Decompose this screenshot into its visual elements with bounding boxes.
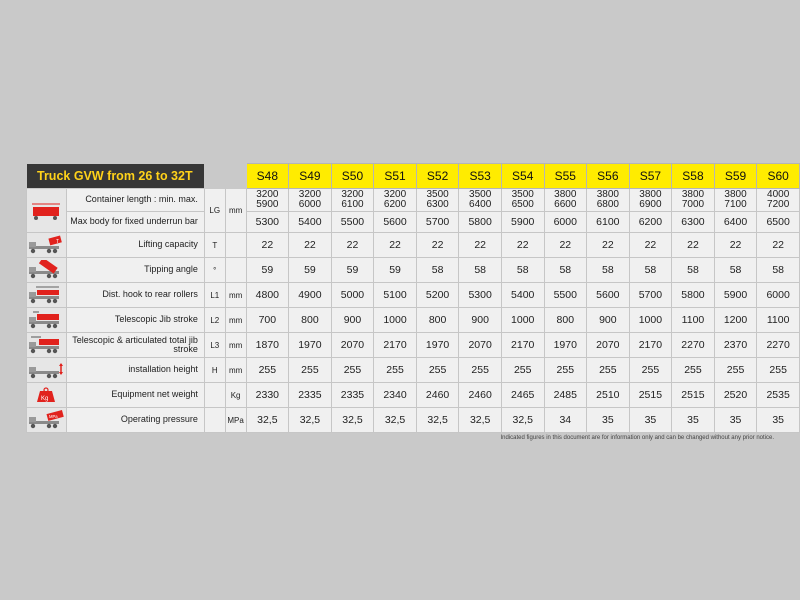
value-cell: 32,5	[459, 408, 502, 433]
spec-label: installation height	[66, 358, 204, 383]
value-cell: 2485	[544, 383, 587, 408]
value-cell: 59	[246, 258, 289, 283]
value-cell: 58	[587, 258, 630, 283]
symbol-cell: L2	[204, 308, 225, 333]
value-cell: 900	[587, 308, 630, 333]
spec-label: Container length : min. max.	[66, 189, 204, 212]
unit-cell: mm	[225, 358, 246, 383]
spec-row-telescopic-articulated	[27, 333, 800, 358]
value-cell: 2510	[587, 383, 630, 408]
symbol-cell: H	[204, 358, 225, 383]
value-cell: 2070	[331, 333, 374, 358]
value-cell: 5900	[714, 283, 757, 308]
spec-row-net-weight	[27, 383, 800, 408]
model-header-s57: S57	[629, 164, 672, 189]
value-cell: 255	[416, 358, 459, 383]
hook-distance-icon	[27, 283, 67, 308]
value-cell: 34	[544, 408, 587, 433]
model-header-s52: S52	[416, 164, 459, 189]
value-cell: 3800 6800	[587, 189, 630, 212]
value-cell: 59	[374, 258, 417, 283]
value-cell: 58	[757, 258, 800, 283]
value-cell: 255	[246, 358, 289, 383]
value-cell: 6300	[672, 212, 715, 233]
value-cell: 6200	[629, 212, 672, 233]
value-cell: 22	[714, 233, 757, 258]
value-cell: 6500	[757, 212, 800, 233]
value-cell: 1970	[416, 333, 459, 358]
value-cell: 58	[629, 258, 672, 283]
value-cell: 5700	[629, 283, 672, 308]
value-cell: 5400	[289, 212, 332, 233]
value-cell: 255	[757, 358, 800, 383]
value-cell: 22	[629, 233, 672, 258]
value-cell: 255	[374, 358, 417, 383]
spec-label: Telescopic & articulated total jib stroke	[66, 333, 204, 358]
value-cell: 22	[331, 233, 374, 258]
model-header-s48: S48	[246, 164, 289, 189]
value-cell: 3800 6600	[544, 189, 587, 212]
value-cell: 5100	[374, 283, 417, 308]
value-cell: 5800	[672, 283, 715, 308]
unit-cell: MPa	[225, 408, 246, 433]
spec-row-telescopic-jib	[27, 308, 800, 333]
pressure-icon	[27, 408, 67, 433]
table-title: Truck GVW from 26 to 32T	[27, 164, 205, 189]
value-cell: 5500	[544, 283, 587, 308]
value-cell: 4800	[246, 283, 289, 308]
value-cell: 2515	[672, 383, 715, 408]
value-cell: 22	[587, 233, 630, 258]
value-cell: 255	[289, 358, 332, 383]
symbol-cell	[204, 383, 225, 408]
value-cell: 1000	[374, 308, 417, 333]
spec-label: Tipping angle	[66, 258, 204, 283]
value-cell: 4900	[289, 283, 332, 308]
symbol-cell	[204, 408, 225, 433]
value-cell: 22	[459, 233, 502, 258]
value-cell: 3500 6300	[416, 189, 459, 212]
spec-table	[26, 163, 800, 433]
value-cell: 1970	[289, 333, 332, 358]
svg-text:MPa: MPa	[49, 414, 59, 419]
spec-row-tipping-angle	[27, 258, 800, 283]
value-cell: 22	[246, 233, 289, 258]
value-cell: 2170	[501, 333, 544, 358]
value-cell: 2070	[459, 333, 502, 358]
svg-text:Kg: Kg	[41, 396, 49, 402]
value-cell: 2270	[672, 333, 715, 358]
spec-row-dist-hook	[27, 283, 800, 308]
symbol-cell: L1	[204, 283, 225, 308]
value-cell: 58	[459, 258, 502, 283]
value-cell: 35	[672, 408, 715, 433]
value-cell: 1970	[544, 333, 587, 358]
model-header-s55: S55	[544, 164, 587, 189]
symbol-cell: °	[204, 258, 225, 283]
model-header-s54: S54	[501, 164, 544, 189]
unit-cell: mm	[225, 189, 246, 233]
value-cell: 800	[416, 308, 459, 333]
unit-cell: mm	[225, 283, 246, 308]
value-cell: 58	[714, 258, 757, 283]
value-cell: 32,5	[331, 408, 374, 433]
weight-icon	[27, 383, 67, 408]
value-cell: 6000	[757, 283, 800, 308]
value-cell: 800	[544, 308, 587, 333]
spec-label: Telescopic Jib stroke	[66, 308, 204, 333]
value-cell: 5400	[501, 283, 544, 308]
value-cell: 255	[587, 358, 630, 383]
unit-cell: mm	[225, 333, 246, 358]
value-cell: 22	[544, 233, 587, 258]
value-cell: 2070	[587, 333, 630, 358]
value-cell: 58	[544, 258, 587, 283]
value-cell: 3200 6100	[331, 189, 374, 212]
value-cell: 22	[672, 233, 715, 258]
value-cell: 1000	[501, 308, 544, 333]
value-cell: 35	[714, 408, 757, 433]
value-cell: 3500 6500	[501, 189, 544, 212]
value-cell: 5500	[331, 212, 374, 233]
value-cell: 2170	[629, 333, 672, 358]
value-cell: 2520	[714, 383, 757, 408]
spec-row-lifting-capacity	[27, 233, 800, 258]
symbol-cell: LG	[204, 189, 225, 233]
value-cell: 35	[629, 408, 672, 433]
value-cell: 35	[587, 408, 630, 433]
value-cell: 2460	[459, 383, 502, 408]
value-cell: 32,5	[246, 408, 289, 433]
spec-label: Max body for fixed underrun bar	[66, 212, 204, 233]
value-cell: 3500 6400	[459, 189, 502, 212]
value-cell: 2335	[289, 383, 332, 408]
value-cell: 6400	[714, 212, 757, 233]
value-cell: 22	[374, 233, 417, 258]
value-cell: 59	[331, 258, 374, 283]
value-cell: 900	[331, 308, 374, 333]
value-cell: 255	[544, 358, 587, 383]
model-header-s56: S56	[587, 164, 630, 189]
value-cell: 32,5	[374, 408, 417, 433]
value-cell: 32,5	[416, 408, 459, 433]
spec-row-installation-height	[27, 358, 800, 383]
value-cell: 3800 7100	[714, 189, 757, 212]
value-cell: 22	[757, 233, 800, 258]
model-header-s59: S59	[714, 164, 757, 189]
value-cell: 3200 6200	[374, 189, 417, 212]
value-cell: 800	[289, 308, 332, 333]
articulated-jib-icon	[27, 333, 67, 358]
value-cell: 5300	[459, 283, 502, 308]
value-cell: 3200 5900	[246, 189, 289, 212]
value-cell: 2465	[501, 383, 544, 408]
spec-label: Lifting capacity	[66, 233, 204, 258]
spec-row-max-body	[27, 212, 800, 233]
model-header-s53: S53	[459, 164, 502, 189]
value-cell: 255	[629, 358, 672, 383]
value-cell: 3800 7000	[672, 189, 715, 212]
value-cell: 5000	[331, 283, 374, 308]
value-cell: 3200 6000	[289, 189, 332, 212]
tipping-angle-icon	[27, 258, 67, 283]
value-cell: 5900	[501, 212, 544, 233]
value-cell: 2370	[714, 333, 757, 358]
value-cell: 5300	[246, 212, 289, 233]
telescopic-jib-icon	[27, 308, 67, 333]
value-cell: 32,5	[289, 408, 332, 433]
value-cell: 2330	[246, 383, 289, 408]
value-cell: 5800	[459, 212, 502, 233]
value-cell: 2170	[374, 333, 417, 358]
value-cell: 2270	[757, 333, 800, 358]
unit-cell: mm	[225, 308, 246, 333]
value-cell: 3800 6900	[629, 189, 672, 212]
unit-cell: Kg	[225, 383, 246, 408]
value-cell: 255	[501, 358, 544, 383]
spec-row-container-length	[27, 189, 800, 212]
value-cell: 2340	[374, 383, 417, 408]
value-cell: 2335	[331, 383, 374, 408]
installation-height-icon	[27, 358, 67, 383]
lifting-capacity-icon	[27, 233, 67, 258]
value-cell: 1200	[714, 308, 757, 333]
value-cell: 22	[416, 233, 459, 258]
svg-text:T: T	[56, 239, 60, 245]
value-cell: 255	[331, 358, 374, 383]
value-cell: 2515	[629, 383, 672, 408]
value-cell: 5700	[416, 212, 459, 233]
value-cell: 5600	[374, 212, 417, 233]
value-cell: 900	[459, 308, 502, 333]
symbol-cell: T	[204, 233, 225, 258]
spec-row-operating-pressure	[27, 408, 800, 433]
model-header-s51: S51	[374, 164, 417, 189]
value-cell: 1870	[246, 333, 289, 358]
unit-cell	[225, 233, 246, 258]
value-cell: 5200	[416, 283, 459, 308]
model-header-s58: S58	[672, 164, 715, 189]
header-row	[27, 164, 800, 189]
value-cell: 59	[289, 258, 332, 283]
value-cell: 5600	[587, 283, 630, 308]
value-cell: 1100	[757, 308, 800, 333]
value-cell: 32,5	[501, 408, 544, 433]
value-cell: 255	[459, 358, 502, 383]
disclaimer-note: Indicated figures in this document are for information only and can be changed without any prior notice.	[500, 435, 774, 441]
value-cell: 2460	[416, 383, 459, 408]
value-cell: 255	[714, 358, 757, 383]
model-header-s60: S60	[757, 164, 800, 189]
value-cell: 700	[246, 308, 289, 333]
symbol-cell: L3	[204, 333, 225, 358]
header-spacer	[204, 164, 246, 189]
value-cell: 2535	[757, 383, 800, 408]
value-cell: 22	[501, 233, 544, 258]
value-cell: 1000	[629, 308, 672, 333]
value-cell: 58	[672, 258, 715, 283]
model-header-s49: S49	[289, 164, 332, 189]
unit-cell	[225, 258, 246, 283]
value-cell: 58	[416, 258, 459, 283]
spec-label: Operating pressure	[66, 408, 204, 433]
container-length-icon	[27, 189, 67, 233]
value-cell: 35	[757, 408, 800, 433]
value-cell: 255	[672, 358, 715, 383]
value-cell: 6000	[544, 212, 587, 233]
value-cell: 58	[501, 258, 544, 283]
value-cell: 6100	[587, 212, 630, 233]
value-cell: 4000 7200	[757, 189, 800, 212]
value-cell: 22	[289, 233, 332, 258]
model-header-s50: S50	[331, 164, 374, 189]
spec-label: Equipment net weight	[66, 383, 204, 408]
spec-label: Dist. hook to rear rollers	[66, 283, 204, 308]
value-cell: 1100	[672, 308, 715, 333]
